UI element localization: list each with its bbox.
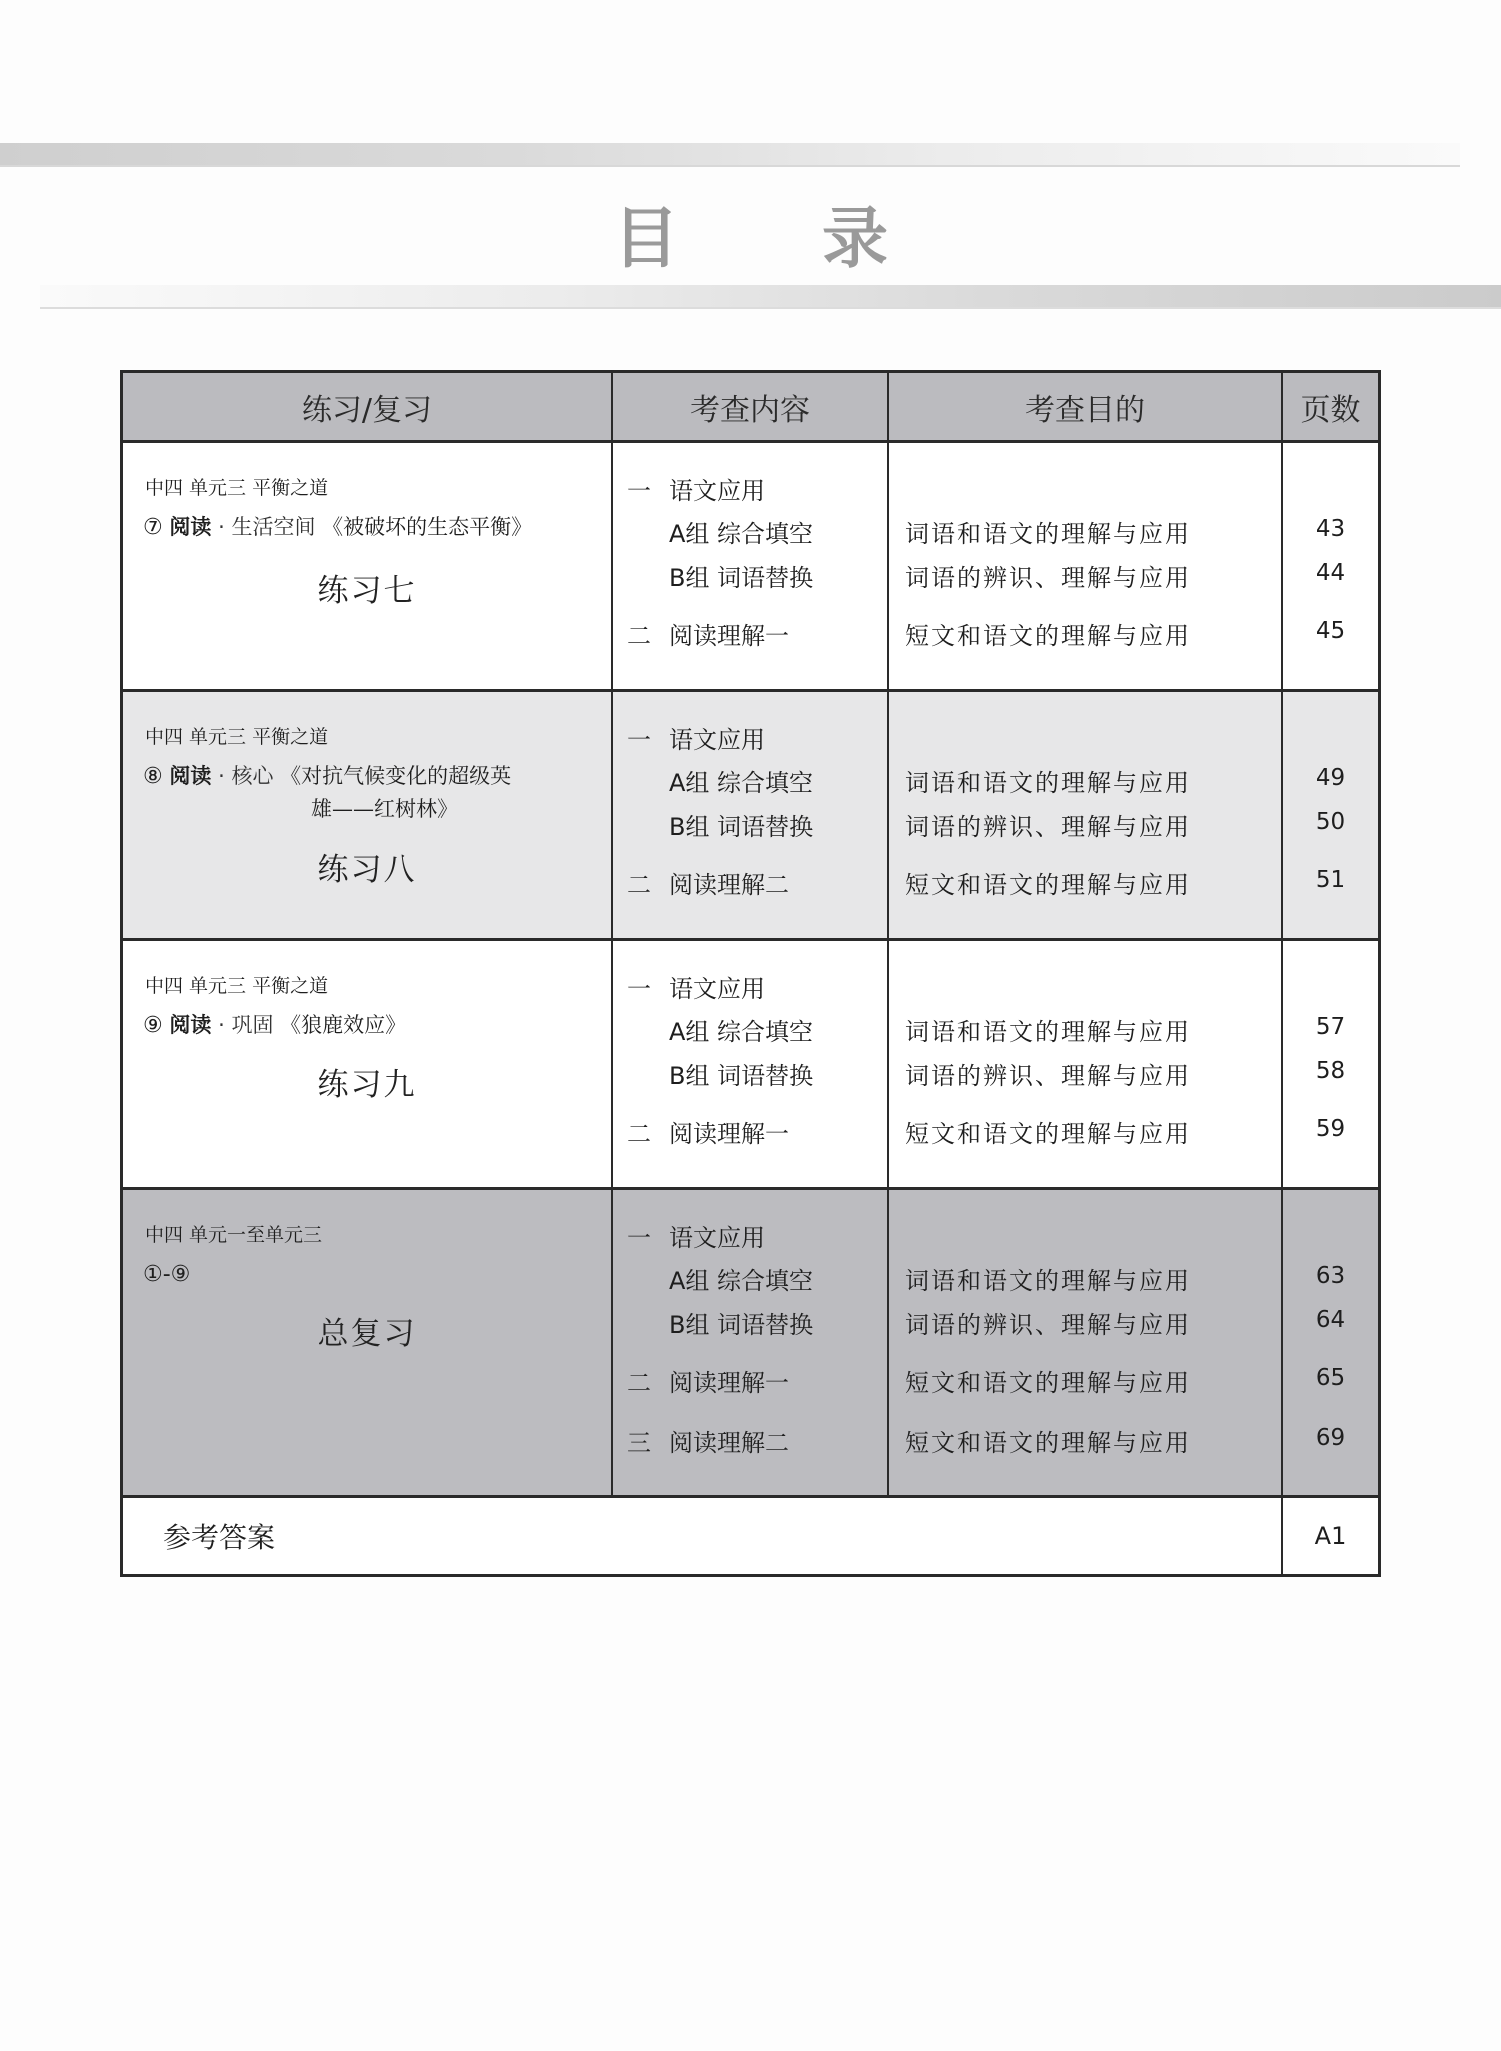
content-item: B组 词语替换 [669, 1311, 814, 1339]
answer-key-page[interactable]: A1 [1314, 1522, 1347, 1550]
exercise-cell [123, 443, 613, 689]
reading-title: 《对抗气候变化的超级英 [280, 764, 512, 788]
content-cell [613, 443, 889, 689]
page-number[interactable]: 57 [1315, 1014, 1346, 1040]
content-item: 二 阅读理解一 [627, 1369, 789, 1397]
answer-key-label: 参考答案 [123, 1498, 1283, 1574]
content-item: 一 语文应用 [627, 477, 765, 505]
purpose-item: 词语的辨识、理解与应用 [905, 564, 1191, 592]
purpose-item: 短文和语文的理解与应用 [905, 1429, 1191, 1457]
purpose-item: 词语和语文的理解与应用 [905, 1018, 1191, 1046]
page-number[interactable]: 65 [1315, 1365, 1346, 1391]
page-number[interactable]: 43 [1315, 516, 1346, 542]
unit-label: 中四 单元三 平衡之道 [145, 975, 329, 997]
purpose-item: 短文和语文的理解与应用 [905, 871, 1191, 899]
purpose-cell [889, 1190, 1283, 1495]
reading-label: 阅读 [169, 515, 212, 539]
purpose-item: 短文和语文的理解与应用 [905, 622, 1191, 650]
table-header-row [123, 373, 1378, 443]
exercise-cell [123, 692, 613, 938]
page-number[interactable]: 58 [1315, 1058, 1346, 1084]
purpose-cell [889, 692, 1283, 938]
reading-title-continued: 雄——红树林》 [311, 797, 458, 821]
pages-cell [1283, 692, 1378, 938]
purpose-item: 词语和语文的理解与应用 [905, 1267, 1191, 1295]
exercise-name: 总复习 [317, 1316, 417, 1352]
pages-cell [1283, 1190, 1378, 1495]
reading-range: ①-⑨ [143, 1262, 191, 1287]
purpose-item: 短文和语文的理解与应用 [905, 1369, 1191, 1397]
page-number[interactable]: 45 [1315, 618, 1346, 644]
exercise-name: 练习七 [317, 573, 417, 609]
content-item: 三 阅读理解二 [627, 1429, 789, 1457]
exercise-name: 练习九 [317, 1067, 417, 1103]
content-item: B组 词语替换 [669, 1062, 814, 1090]
purpose-item: 词语和语文的理解与应用 [905, 769, 1191, 797]
table-of-contents [120, 370, 1381, 1577]
reading-info [143, 1258, 593, 1291]
reading-info [143, 511, 593, 544]
content-item: 一 语文应用 [627, 975, 765, 1003]
content-item: A组 综合填空 [669, 769, 814, 797]
table-row-exercise-7[interactable] [123, 443, 1378, 692]
purpose-cell [889, 941, 1283, 1187]
pages-cell [1283, 443, 1378, 689]
purpose-cell [889, 443, 1283, 689]
reading-label: 阅读 [169, 1013, 212, 1037]
page-title: 目 录 [613, 200, 948, 277]
reading-number: ⑨ [143, 1013, 163, 1038]
purpose-item: 短文和语文的理解与应用 [905, 1120, 1191, 1148]
page-number[interactable]: 50 [1315, 809, 1346, 835]
purpose-item: 词语的辨识、理解与应用 [905, 813, 1191, 841]
page-number[interactable]: 69 [1315, 1425, 1346, 1451]
purpose-item: 词语的辨识、理解与应用 [905, 1062, 1191, 1090]
reading-info [143, 1009, 593, 1042]
table-row-exercise-9[interactable] [123, 941, 1378, 1190]
page-number[interactable]: 44 [1315, 560, 1346, 586]
content-item: B组 词语替换 [669, 813, 814, 841]
reading-topic: · 核心 [218, 764, 274, 788]
header-pages: 页数 [1300, 392, 1361, 428]
header-purpose: 考查目的 [889, 373, 1283, 440]
content-item: 一 语文应用 [627, 726, 765, 754]
reading-title: 《被破坏的生态平衡》 [322, 515, 533, 539]
content-cell [613, 692, 889, 938]
unit-label: 中四 单元一至单元三 [145, 1224, 323, 1246]
content-item: 一 语文应用 [627, 1224, 765, 1252]
page-number[interactable]: 49 [1315, 765, 1346, 791]
unit-label: 中四 单元三 平衡之道 [145, 726, 329, 748]
reading-number: ⑧ [143, 764, 163, 789]
content-cell [613, 941, 889, 1187]
page-number[interactable]: 63 [1315, 1263, 1346, 1289]
purpose-item: 词语和语文的理解与应用 [905, 520, 1191, 548]
reading-label: 阅读 [169, 764, 212, 788]
exercise-cell [123, 941, 613, 1187]
exercise-cell [123, 1190, 613, 1495]
decorative-band-top [0, 143, 1460, 167]
content-item: B组 词语替换 [669, 564, 814, 592]
content-cell [613, 1190, 889, 1495]
exercise-name: 练习八 [317, 852, 417, 888]
page-number[interactable]: 59 [1315, 1116, 1346, 1142]
reading-topic: · 生活空间 [218, 515, 316, 539]
header-exercise: 练习/复习 [123, 373, 613, 440]
table-row-answer-key[interactable] [123, 1498, 1378, 1574]
content-item: 二 阅读理解二 [627, 871, 789, 899]
reading-info [143, 760, 593, 825]
page-number[interactable]: 51 [1315, 867, 1346, 893]
reading-title: 《狼鹿效应》 [280, 1013, 407, 1037]
pages-cell [1283, 941, 1378, 1187]
content-item: 二 阅读理解一 [627, 1120, 789, 1148]
reading-topic: · 巩固 [218, 1013, 274, 1037]
content-item: A组 综合填空 [669, 520, 814, 548]
table-row-exercise-8[interactable] [123, 692, 1378, 941]
header-content: 考查内容 [613, 373, 889, 440]
content-item: A组 综合填空 [669, 1267, 814, 1295]
page-number[interactable]: 64 [1315, 1307, 1346, 1333]
decorative-band-bottom [40, 285, 1501, 309]
reading-number: ⑦ [143, 515, 163, 540]
content-item: A组 综合填空 [669, 1018, 814, 1046]
purpose-item: 词语的辨识、理解与应用 [905, 1311, 1191, 1339]
table-row-general-review[interactable] [123, 1190, 1378, 1498]
content-item: 二 阅读理解一 [627, 622, 789, 650]
unit-label: 中四 单元三 平衡之道 [145, 477, 329, 499]
